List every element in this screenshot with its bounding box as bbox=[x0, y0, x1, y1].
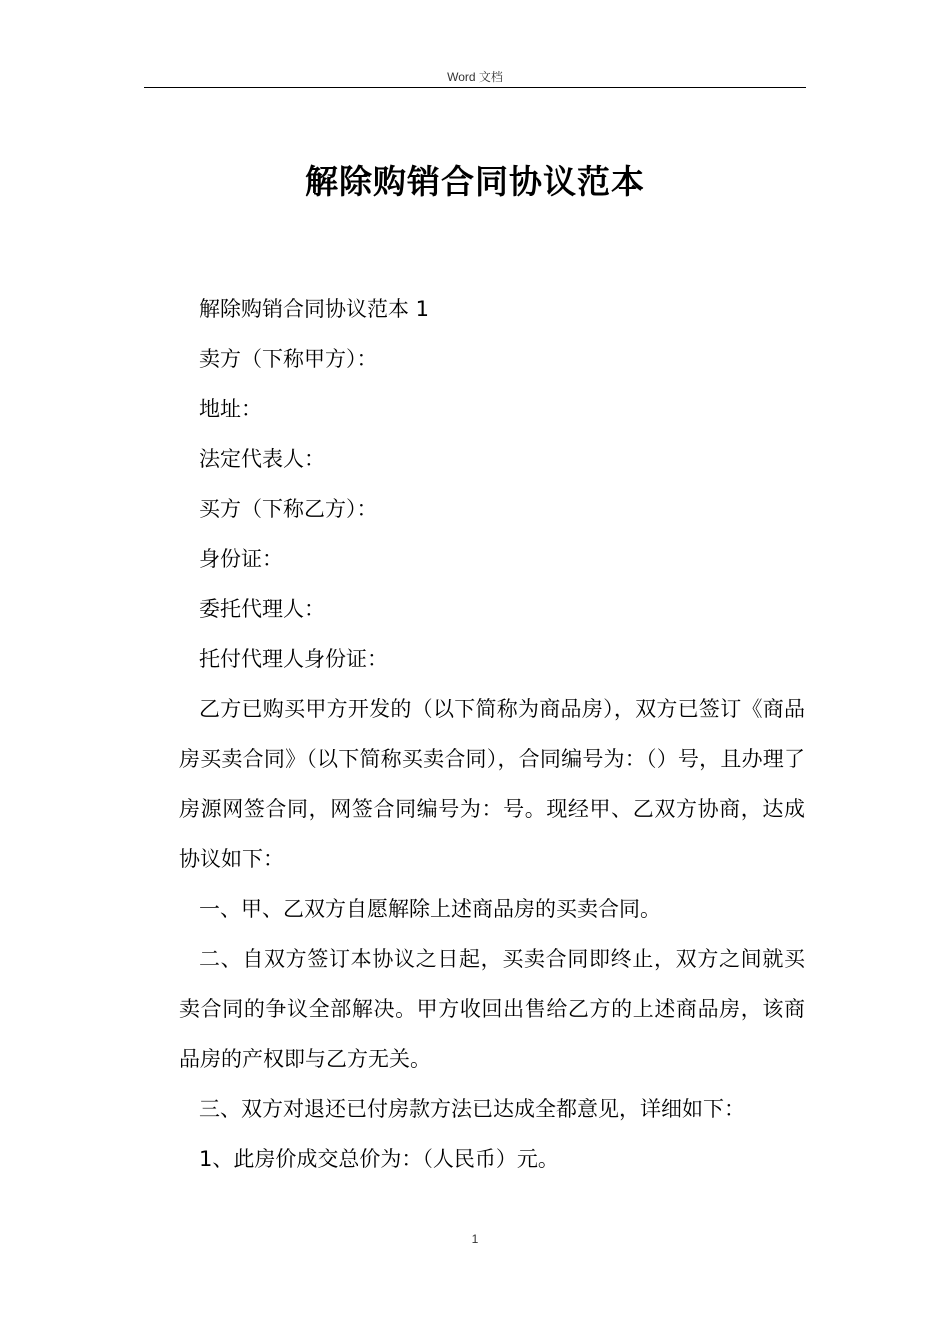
paragraph: 法定代表人： bbox=[199, 447, 325, 471]
page-number: 1 bbox=[471, 1232, 479, 1246]
paragraph: 一、甲、乙双方自愿解除上述商品房的买卖合同。 bbox=[199, 897, 661, 921]
paragraph: 二、自双方签订本协议之日起，买卖合同即终止，双方之间就买卖合同的争议全部解决。甲方收回出售给乙方的上述商品房，该商品房的产权即与乙方无关。 bbox=[179, 947, 805, 1071]
paragraph: 三、双方对退还已付房款方法已达成全都意见，详细如下： bbox=[199, 1097, 745, 1121]
paragraph: 身份证： bbox=[199, 547, 283, 571]
paragraph: 托付代理人身份证： bbox=[199, 647, 388, 671]
paragraph: 1、此房价成交总价为：（人民币）元。 bbox=[199, 1147, 559, 1171]
paragraph: 买方（下称乙方）： bbox=[199, 497, 378, 521]
paragraph: 委托代理人： bbox=[199, 597, 325, 621]
paragraph: 解除购销合同协议范本 1 bbox=[199, 297, 430, 321]
paragraph: 乙方已购买甲方开发的（以下简称为商品房），双方已签订《商品房买卖合同》（以下简称买卖合同），合同编号为：（）号，且办理了房源网签合同，网签合同编号为：号。现经甲、乙双方协商，达成协议如下： bbox=[179, 697, 805, 871]
document-body bbox=[179, 284, 805, 1184]
paragraph: 卖方（下称甲方）： bbox=[199, 347, 378, 371]
header-label: Word 文档 bbox=[447, 70, 503, 84]
header-divider bbox=[144, 87, 806, 88]
paragraph: 地址： bbox=[199, 397, 262, 421]
document-title: 解除购销合同协议范本 bbox=[305, 162, 645, 201]
